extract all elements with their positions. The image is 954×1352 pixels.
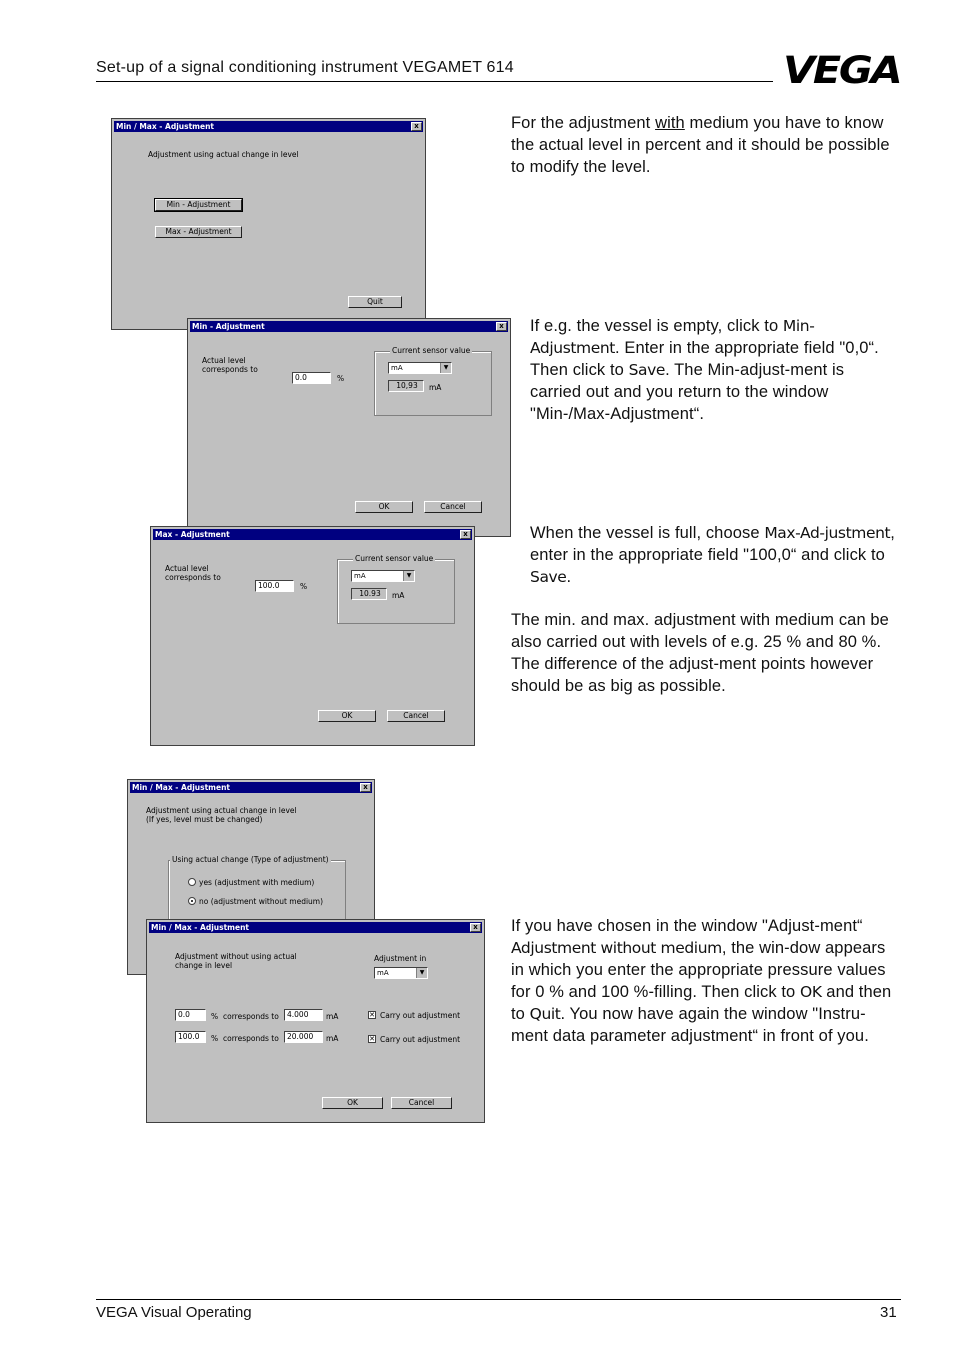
dialog-titlebar: [153, 529, 472, 540]
ui-term: Quit: [529, 1005, 561, 1023]
close-icon[interactable]: x: [460, 530, 471, 539]
ui-term: Save: [628, 361, 666, 379]
unit-label: mA: [326, 1012, 339, 1021]
text-span: , enter in the appropriate field "100,0“ and click to: [530, 524, 895, 564]
chevron-down-icon[interactable]: ▼: [403, 571, 414, 581]
ui-term: Save: [530, 568, 567, 586]
adjustment-label: Adjustment using actual change in level (If yes, level must be changed): [146, 806, 297, 824]
sensor-value-field: 10,93: [388, 380, 424, 392]
corresponds-label: corresponds to: [223, 1012, 279, 1021]
unit-select[interactable]: [374, 967, 428, 979]
yes-option-label: yes (adjustment with medium): [199, 878, 315, 887]
sensor-group-title: Current sensor value: [392, 346, 471, 355]
carry-out-label: Carry out adjustment: [380, 1011, 461, 1020]
paragraph-max-adjustment: [530, 522, 895, 588]
min-value-input[interactable]: 4.000: [284, 1009, 323, 1021]
percent-label: %: [211, 1012, 219, 1021]
close-icon[interactable]: x: [411, 122, 422, 131]
text-span: . The Min-adjust-ment is carried out and you return to the window "Min-/Max-Adjustment“.: [530, 361, 845, 423]
dialog-max-adjustment: [150, 526, 475, 746]
cancel-button[interactable]: Cancel: [391, 1097, 452, 1109]
percent-label: %: [300, 582, 308, 591]
level-input[interactable]: 100.0: [255, 580, 294, 592]
paragraph-difference: The min. and max. adjustment with medium can be also carried out with levels of e.g. 25 % and 80 %. The difference of the adjust-ment points however should be as big as possible.: [511, 611, 889, 695]
dialog-title: Min / Max - Adjustment: [116, 122, 214, 131]
header-rule: [96, 81, 773, 82]
text-span: and then to: [511, 983, 892, 1023]
min-adjustment-button[interactable]: Min - Adjustment: [155, 199, 242, 211]
paragraph-min-adjustment: [530, 315, 895, 425]
percent-label: %: [337, 374, 345, 383]
ok-button[interactable]: OK: [355, 501, 413, 513]
ok-button[interactable]: OK: [318, 710, 376, 722]
corresponds-label: corresponds to: [223, 1034, 279, 1043]
min-percent-input[interactable]: 0.0: [175, 1009, 206, 1021]
cancel-button[interactable]: Cancel: [387, 710, 445, 722]
yes-radio[interactable]: [188, 878, 196, 886]
footer-title: VEGA Visual Operating: [96, 1304, 252, 1321]
vega-logo: VEGA: [783, 49, 901, 92]
max-value-input[interactable]: 20.000: [284, 1031, 323, 1043]
page-number: 31: [880, 1304, 897, 1321]
percent-label: %: [211, 1034, 219, 1043]
adjustment-in-label: Adjustment in: [374, 954, 427, 963]
unit-select-value: mA: [354, 572, 366, 580]
ui-term: Min-Adjustment: [530, 317, 815, 357]
dialog-title: Min - Adjustment: [192, 322, 265, 331]
paragraph-without-medium: [511, 915, 901, 1047]
dialog-min-adjustment: [187, 318, 511, 537]
text-span: , the win-dow appears in which you enter the appropriate pressure values for 0 % and 100 %-filling. Then click to: [511, 939, 886, 1001]
max-carry-out-checkbox[interactable]: ✕: [369, 1035, 375, 1043]
dialog-minmax-adjustment: [111, 118, 426, 330]
no-option-label: no (adjustment without medium): [199, 897, 324, 906]
sensor-unit-label: mA: [392, 591, 405, 600]
adjustment-label: Adjustment using actual change in level: [148, 150, 299, 159]
text-span: If you have chosen in the window "Adjust-ment“: [511, 917, 863, 935]
dialog-title: Min / Max - Adjustment: [151, 923, 249, 932]
header-title: Set-up of a signal conditioning instrument VEGAMET 614: [96, 59, 514, 76]
min-carry-out-checkbox[interactable]: ✕: [369, 1011, 375, 1019]
quit-button[interactable]: Quit: [348, 296, 402, 308]
text-span: For the adjustment: [511, 114, 656, 132]
chevron-down-icon[interactable]: ▼: [416, 968, 427, 978]
unit-select[interactable]: [351, 570, 415, 582]
dialog-title: Max - Adjustment: [155, 530, 230, 539]
carry-out-label: Carry out adjustment: [380, 1035, 461, 1044]
cancel-button[interactable]: Cancel: [424, 501, 482, 513]
unit-select-value: mA: [391, 364, 403, 372]
unit-select[interactable]: [388, 362, 452, 374]
close-icon[interactable]: x: [360, 783, 371, 792]
max-percent-input[interactable]: 100.0: [175, 1031, 206, 1043]
dialog-titlebar: [114, 121, 423, 132]
unit-select-value: mA: [377, 969, 389, 977]
adjustment-type-group: [168, 860, 346, 920]
text-span: If e.g. the vessel is empty, click to: [530, 317, 783, 335]
sensor-unit-label: mA: [429, 383, 442, 392]
ok-button[interactable]: OK: [322, 1097, 383, 1109]
dialog-adjustment-without-medium: [146, 919, 485, 1123]
adjustment-type-title: Using actual change (Type of adjustment): [172, 855, 329, 864]
sensor-value-field: 10.93: [351, 588, 387, 600]
sensor-group-title: Current sensor value: [355, 554, 434, 563]
close-icon[interactable]: x: [496, 322, 507, 331]
ui-term: Max-Ad-justment: [764, 524, 891, 542]
text-span: . Enter in the appropriate field "0,0“. Then click to: [530, 339, 879, 379]
level-label: Actual level corresponds to: [165, 564, 221, 582]
ui-term: OK: [800, 983, 822, 1001]
level-input[interactable]: 0.0: [292, 372, 331, 384]
unit-label: mA: [326, 1034, 339, 1043]
chevron-down-icon[interactable]: ▼: [440, 363, 451, 373]
close-icon[interactable]: x: [470, 923, 481, 932]
no-radio[interactable]: [188, 897, 196, 905]
level-label: Actual level corresponds to: [202, 356, 258, 374]
dialog-titlebar: [190, 321, 508, 332]
dialog-titlebar: [130, 782, 372, 793]
text-span: When the vessel is full, choose: [530, 524, 765, 542]
paragraph-with-medium: [511, 112, 901, 178]
footer-rule: [96, 1299, 901, 1300]
text-span: . You now have again the window "Instru-ment data parameter adjustment“ in front of you.: [511, 1005, 869, 1045]
text-span: medium you have to know the actual level in percent and it should be possible to modify the level.: [511, 114, 890, 176]
text-span: .: [566, 568, 572, 586]
adjustment-label: Adjustment without using actual change in level: [175, 952, 297, 970]
max-adjustment-button[interactable]: Max - Adjustment: [155, 226, 242, 238]
text-emphasis: with: [655, 114, 685, 132]
ui-term: Adjustment without medium: [511, 939, 722, 957]
dialog-titlebar: [149, 922, 482, 933]
dialog-title: Min / Max - Adjustment: [132, 783, 230, 792]
